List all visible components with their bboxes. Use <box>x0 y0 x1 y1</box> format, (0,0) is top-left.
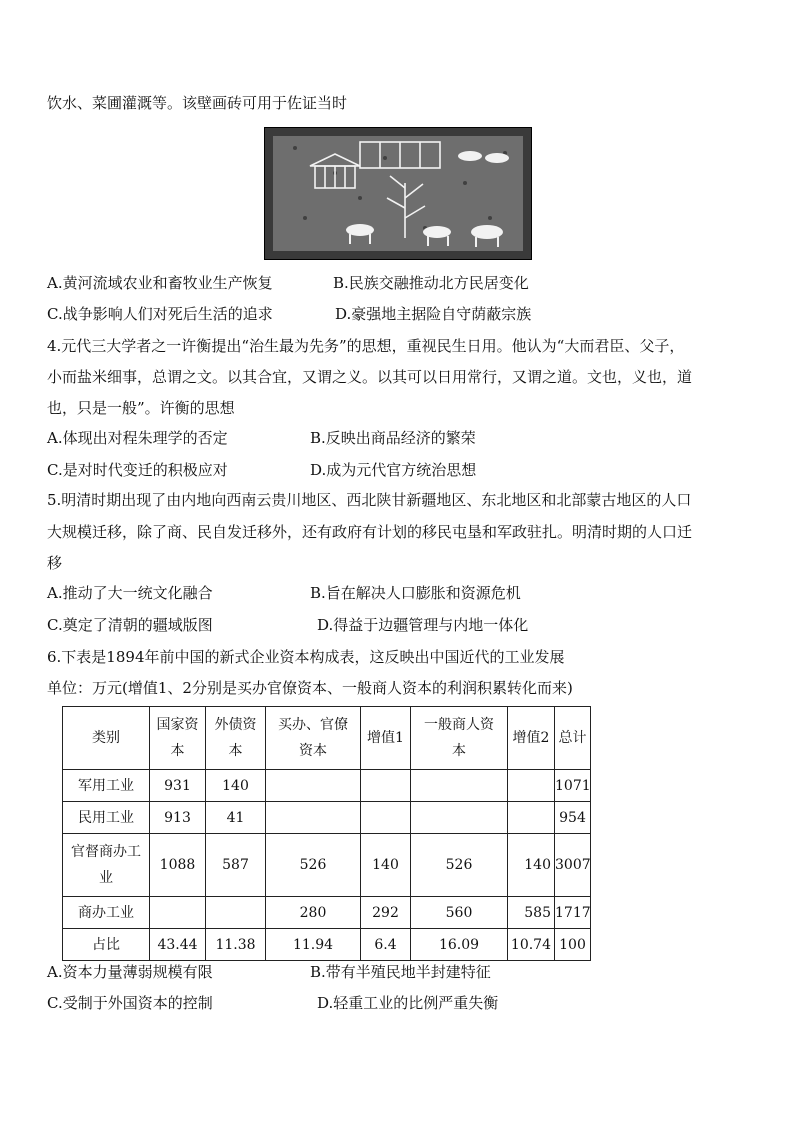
table-cell: 140 <box>361 834 411 897</box>
q6-option-b[interactable]: B.带有半殖民地半封建特征 <box>310 963 491 981</box>
header-cell: 增值1 <box>361 707 411 770</box>
q3-options-row-1 <box>47 273 767 293</box>
q6-options-row-2 <box>47 993 767 1013</box>
table-row <box>63 897 591 929</box>
header-cell: 类别 <box>63 707 150 770</box>
table-cell: 560 <box>411 897 508 929</box>
q4-stem-line-1: 4.元代三大学者之一许衡提出“治生最为先务”的思想，重视民生日用。他认为“大而君臣、父子， <box>47 337 685 355</box>
table-cell: 10.74 <box>508 929 555 961</box>
table-row <box>63 929 591 961</box>
table-cell: 11.38 <box>206 929 266 961</box>
q4-options-row-2 <box>47 460 767 480</box>
table-cell: 954 <box>555 802 591 834</box>
table-row <box>63 834 591 897</box>
q4-stem-line-2: 小而盐米细事，总谓之文。以其合宜，又谓之义。以其可以日用常行，又谓之道。文也，义也，道 <box>47 368 693 386</box>
table-cell <box>361 802 411 834</box>
header-cell: 一般商人资 本 <box>411 707 508 770</box>
q6-stem: 6.下表是1894年前中国的新式企业资本构成表，这反映出中国近代的工业发展 <box>47 648 565 666</box>
table-cell: 587 <box>206 834 266 897</box>
q6-option-c[interactable]: C.受制于外国资本的控制 <box>47 994 213 1012</box>
table-cell: 526 <box>411 834 508 897</box>
capital-structure-table <box>62 706 591 961</box>
table-cell: 军用工业 <box>63 770 150 802</box>
header-cell: 增值2 <box>508 707 555 770</box>
table-cell: 16.09 <box>411 929 508 961</box>
q3-stem-tail: 饮水、菜圃灌溉等。该壁画砖可用于佐证当时 <box>47 94 348 112</box>
q4-option-a[interactable]: A.体现出对程朱理学的否定 <box>47 429 228 447</box>
q6-unit-note: 单位：万元(增值1、2分别是买办官僚资本、一般商人资本的利润积累转化而来) <box>47 679 573 697</box>
table-cell: 官督商办工 业 <box>63 834 150 897</box>
header-cell: 总计 <box>555 707 591 770</box>
q5-stem-line-1: 5.明清时期出现了由内地向西南云贵川地区、西北陕甘新疆地区、东北地区和北部蒙古地区的人口 <box>47 491 692 509</box>
q4-options-row-1 <box>47 428 767 448</box>
header-cell: 国家资 本 <box>150 707 206 770</box>
q5-option-b[interactable]: B.旨在解决人口膨胀和资源危机 <box>310 584 521 602</box>
q5-stem-line-2: 大规模迁移，除了商、民自发迁移外，还有政府有计划的移民屯垦和军政驻扎。明清时期的人口迁 <box>47 523 693 541</box>
table-cell: 913 <box>150 802 206 834</box>
table-cell: 41 <box>206 802 266 834</box>
table-cell: 585 <box>508 897 555 929</box>
q5-option-c[interactable]: C.奠定了清朝的疆域版图 <box>47 616 213 634</box>
q5-stem-line-3: 移 <box>47 554 63 572</box>
table-cell: 140 <box>206 770 266 802</box>
q6-option-d[interactable]: D.轻重工业的比例严重失衡 <box>317 994 499 1012</box>
table-cell <box>508 802 555 834</box>
mural-brick-image <box>264 127 532 260</box>
q5-options-row-1 <box>47 583 767 603</box>
table-cell <box>206 897 266 929</box>
q5-options-row-2 <box>47 615 767 635</box>
table-cell: 3007 <box>555 834 591 897</box>
q5-option-a[interactable]: A.推动了大一统文化融合 <box>47 584 213 602</box>
header-cell: 外债资 本 <box>206 707 266 770</box>
q4-stem-line-3: 也，只是一般”。许衡的思想 <box>47 399 235 417</box>
table-cell: 6.4 <box>361 929 411 961</box>
table-cell: 43.44 <box>150 929 206 961</box>
table-cell: 1717 <box>555 897 591 929</box>
table-row <box>63 770 591 802</box>
table-cell: 占比 <box>63 929 150 961</box>
table-cell: 民用工业 <box>63 802 150 834</box>
q3-option-b[interactable]: B.民族交融推动北方民居变化 <box>333 274 529 292</box>
table-header-row <box>63 707 591 770</box>
q4-option-b[interactable]: B.反映出商品经济的繁荣 <box>310 429 476 447</box>
table-cell: 280 <box>266 897 361 929</box>
q3-option-d[interactable]: D.豪强地主据险自守荫蔽宗族 <box>335 305 532 323</box>
header-cell: 买办、官僚 资本 <box>266 707 361 770</box>
q4-option-d[interactable]: D.成为元代官方统治思想 <box>310 461 477 479</box>
table-cell: 140 <box>508 834 555 897</box>
table-cell <box>266 770 361 802</box>
table-cell <box>266 802 361 834</box>
table-cell <box>508 770 555 802</box>
table-cell: 1071 <box>555 770 591 802</box>
table-cell <box>411 802 508 834</box>
table-cell: 931 <box>150 770 206 802</box>
table-cell: 292 <box>361 897 411 929</box>
table-cell <box>411 770 508 802</box>
q5-option-d[interactable]: D.得益于边疆管理与内地一体化 <box>317 616 529 634</box>
table-cell <box>150 897 206 929</box>
table-cell: 商办工业 <box>63 897 150 929</box>
table-cell: 1088 <box>150 834 206 897</box>
table-cell: 526 <box>266 834 361 897</box>
table-cell: 100 <box>555 929 591 961</box>
q6-option-a[interactable]: A.资本力量薄弱规模有限 <box>47 963 213 981</box>
table-cell <box>361 770 411 802</box>
q3-options-row-2 <box>47 304 767 324</box>
table-row <box>63 802 591 834</box>
mural-brick-icon <box>265 128 531 259</box>
q3-option-a[interactable]: A.黄河流域农业和畜牧业生产恢复 <box>47 274 273 292</box>
q6-options-row-1 <box>47 962 767 982</box>
table-cell: 11.94 <box>266 929 361 961</box>
q4-option-c[interactable]: C.是对时代变迁的积极应对 <box>47 461 228 479</box>
q3-option-c[interactable]: C.战争影响人们对死后生活的追求 <box>47 305 273 323</box>
